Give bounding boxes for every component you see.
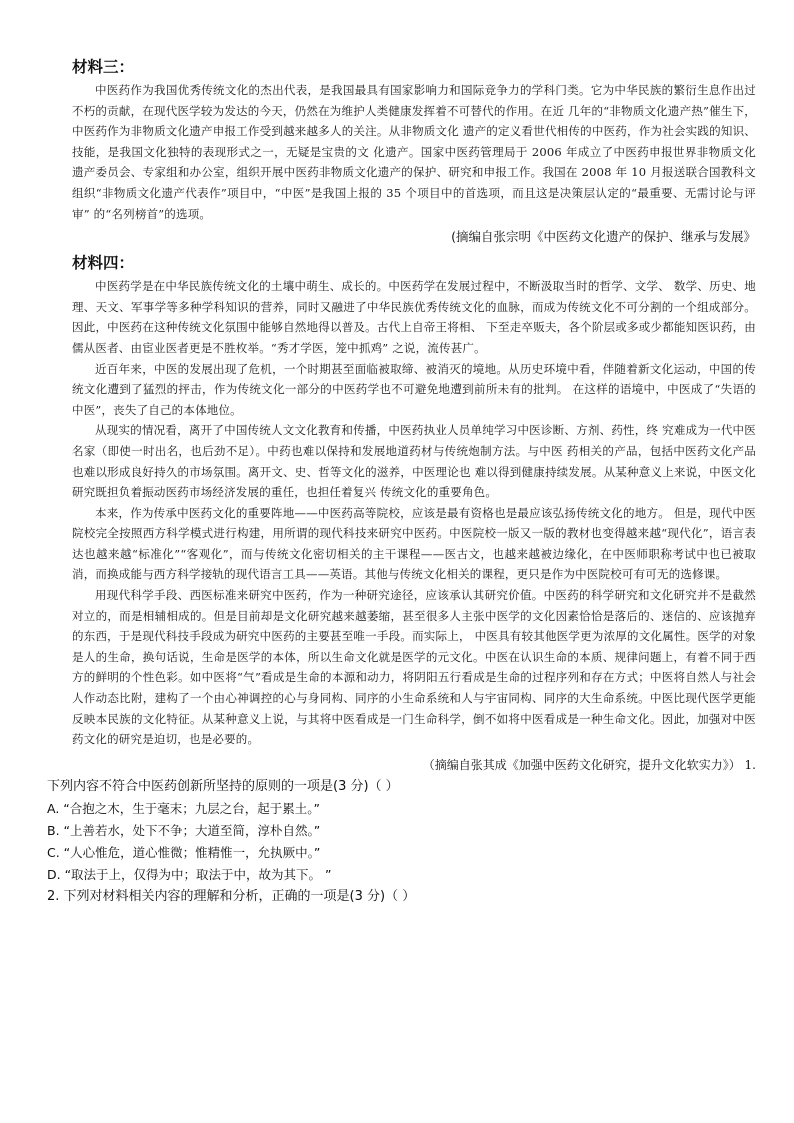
material-4-paragraph: 从现实的情况看，离开了中国传统人文文化教育和传播，中医药执业人员单纯学习中医诊断、方剂、药性，终 究难成为一代中医名家（即使一时出名，也后劲不足）。中药也难以保持和发展地道药材与传统炮制方法。与中医 药相关的产品，包括中医药文化产品也难以形成良好持久的市场氛围。离开文、史、哲等文化的滋养，中医理论也 难以得到健康持续发展。从某种意义上来说，中医文化研究既担负着振动医药市场经济发展的重任，也担任着复兴 传统文化的重要角色。 xyxy=(72,423,756,500)
question-1-option-c: C. “人心惟危，道心惟微；惟精惟一，允执厥中。” xyxy=(47,844,321,860)
material-3-heading: 材料三： xyxy=(72,58,135,76)
material-3 xyxy=(72,56,756,248)
material-4-paragraph: 中医药学是在中华民族传统文化的土壤中萌生、成长的。中医药学在发展过程中，不断汲取当时的哲学、文学、 数学、历史、地理、天文、军事学等多种学科知识的营养，同时又融进了中华民族优秀传统文化的血脉，而成为传统文化不可分割的一个组成部分。因此，中医药在这种传统文化氛围中能够自然地得以普及。古代上自帝王将相、 下至走卒贩夫，各个阶层或多或少都能知医识药，由儒从医者、由宦业医者更是不胜枚举。“秀才学医，笼中抓鸡” 之说，流传甚广。 xyxy=(72,279,756,355)
material-4-paragraph: 近百年来，中医的发展出现了危机，一个时期甚至面临被取缔、被消灭的境地。从历史环境中看，伴随着新文化运动，中国的传统文化遭到了猛烈的抨击，作为传统文化一部分的中医药学也不可避免地遭到前所未有的批判。 在这样的语境中，中医成了“失语的中医”，丧失了自己的本体地位。 xyxy=(72,361,756,417)
question-1 xyxy=(47,776,756,886)
material-3-paragraph: 中医药作为我国优秀传统文化的杰出代表，是我国最具有国家影响力和国际竞争力的学科门类。它为中华民族的繁衍生息作出过不朽的贡献，在现代医学较为发达的今天，仍然在为维护人类健康发挥着不可替代的作用。在近 几年的“非物质文化遗产热”催生下，中医药作为非物质文化遗产申报工作受到越来越多人的关注。从非物质文化 遗产的定义看世代相传的中医药，作为社会实践的知识、技能，是我国文化独特的表现形式之一，无疑是宝贵的文 化遗产。国家中医药管理局于 2006 年成立了中医药申报世界非物质文化遗产委员会、专家组和办公室，组织开展中医药非物质文化遗产的保护、研究和申报工作。我国在 2008 年 10 月报送联合国教科文组织“非物质文化遗产代表作”项目中，“中医”是我国上报的 35 个项目中的首选项，而且这是决策层认定的“最重要、无需讨论与评审” 的“名列榜首”的选项。 xyxy=(72,83,756,221)
material-4 xyxy=(72,252,756,776)
question-1-option-b: B. “上善若水，处下不争；大道至简，淳朴自然。” xyxy=(47,822,321,838)
question-1-stem: 下列内容不符合中医药创新所坚持的原则的一项是(3 分)（ ） xyxy=(47,778,399,794)
material-3-source: (摘编自张宗明《中医药文化遗产的保护、继承与发展》 xyxy=(451,229,756,245)
question-2 xyxy=(47,886,756,908)
question-2-stem: 2. 下列对材料相关内容的理解和分析，正确的一项是(3 分)（ ） xyxy=(47,888,416,904)
material-4-heading: 材料四： xyxy=(72,254,135,273)
document-page xyxy=(47,56,756,908)
material-4-source: （摘编自张其成《加强中医药文化研究，提升文化软实力》） 1. xyxy=(422,757,756,772)
question-1-option-d: D. “取法于上，仅得为中；取法于中，故为其下。 ” xyxy=(47,866,332,882)
material-4-paragraph: 用现代科学手段、西医标准来研究中医药，作为一种研究途径，应该承认其研究价值。中医药的科学研究和文化研究并不是截然对立的，而是相辅相成的。但是目前却是文化研究越来越萎缩，甚至很多人主张中医学的文化因素恰恰是落后的、迷信的、应该抛弃的东西，于是现代科技手段成为研究中医药的主要甚至唯一手段。而实际上， 中医具有较其他医学更为浓厚的文化属性。医学的对象是人的生命，换句话说，生命是医学的本体，所以生命文化就是医学的元文化。中医在认识生命的本质、规律问题上，有着不同于西方的鲜明的个性色彩。如中医将“气”看成是生命的本源和动力，将阴阳五行看成是生命的过程序列和存在方式；中医将自然人与社会人作动态比附，建构了一个由心神调控的心与身同构、同序的小生命系统和人与宇宙同构、同序的大生命系统。中医比现代医学更能反映本民族的文化特征。从某种意义上说，与其将中医看成是一门生命科学，倒不如将中医看成是一种生命文化。因此，加强对中医药文化的研究是迫切，也是必要的。 xyxy=(72,588,756,747)
material-4-paragraph: 本来，作为传承中医药文化的重要阵地——中医药高等院校，应该是最有资格也是最应该弘扬传统文化的地方。 但是，现代中医院校完全按照西方科学模式进行构建，用所谓的现代科技来研究中医药。中医院校一版又一版的教材也变得越来越“现代化”，语言表达也越来越“标准化”“客观化”，而与传统文化密切相关的主干课程——医古文，也越来越被边缘化，在中医师职称考试中也已被取消，而换成能与西方科学接轨的现代语言工具——英语。其他与传统文化相关的课程，更只是作为中医院校可有可无的选修课。 xyxy=(72,505,756,582)
question-1-option-a: A. “合抱之木，生于毫末；九层之台，起于累土。” xyxy=(47,800,320,816)
